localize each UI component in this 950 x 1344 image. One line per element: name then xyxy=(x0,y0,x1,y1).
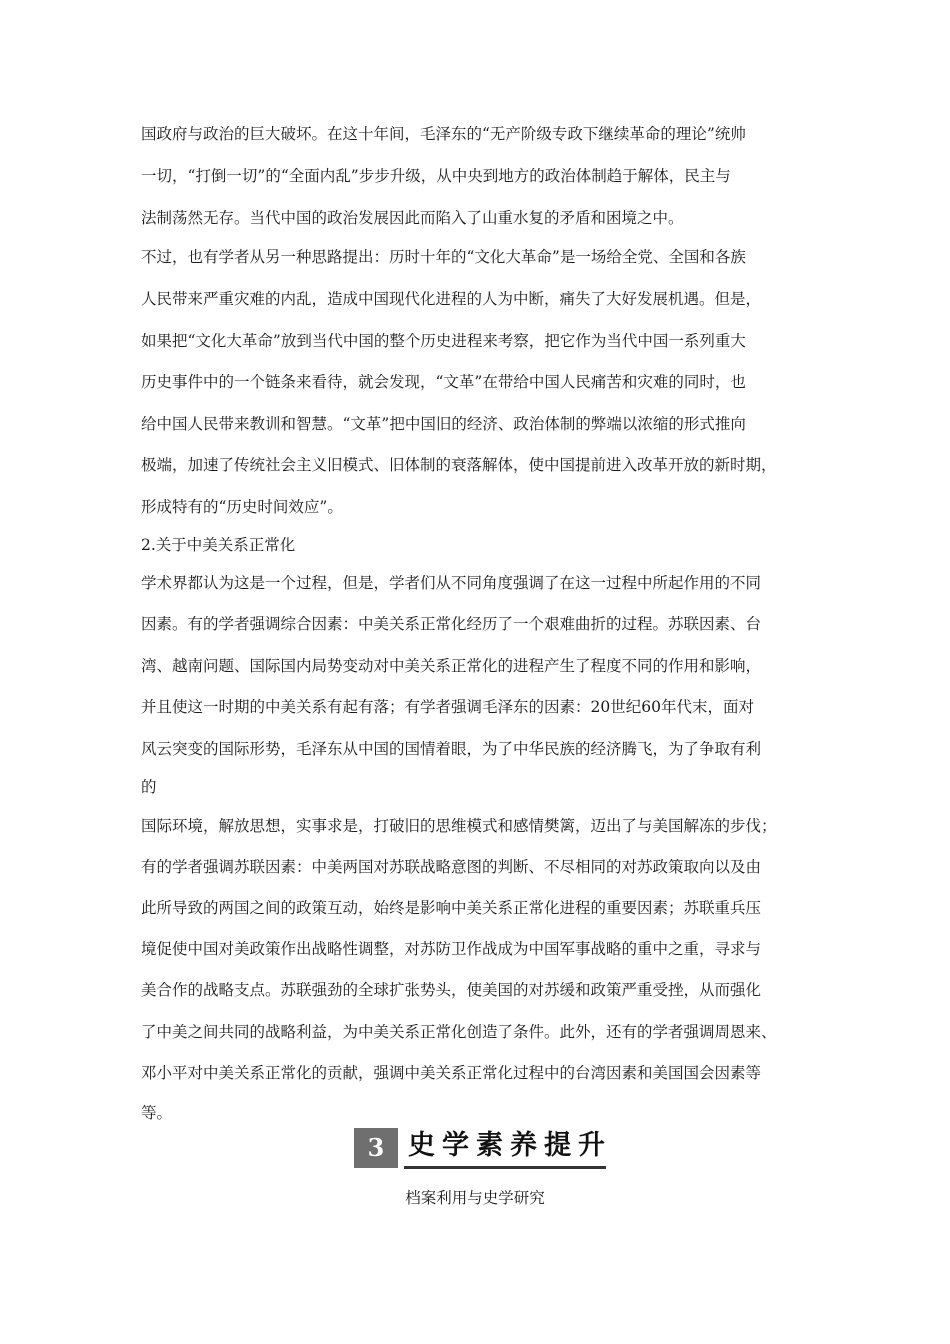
text-line: 2.关于中美关系正常化 xyxy=(141,536,296,554)
text-line: 此所导致的两国之间的政策互动，始终是影响中美关系正常化进程的重要因素；苏联重兵压 xyxy=(141,899,762,917)
text-line: 因素。有的学者强调综合因素：中美关系正常化经历了一个艰难曲折的过程。苏联因素、台 xyxy=(141,615,762,633)
text-line: 历史事件中的一个链条来看待，就会发现，“文革”在带给中国人民痛苦和灾难的同时，也 xyxy=(141,373,746,391)
text-line: 法制荡然无存。当代中国的政治发展因此而陷入了山重水复的矛盾和困境之中。 xyxy=(141,209,684,227)
text-line: 等。 xyxy=(141,1104,173,1122)
subsection-title: 档案利用与史学研究 xyxy=(405,1189,545,1207)
text-line: 邓小平对中美关系正常化的贡献，强调中美关系正常化过程中的台湾因素和美国国会因素等 xyxy=(141,1064,762,1082)
text-line: 境促使中国对美政策作出战略性调整，对苏防卫作战成为中国军事战略的重中之重，寻求与 xyxy=(141,940,762,958)
text-line: 国际环境，解放思想，实事求是，打破旧的思维模式和感情樊篱，迈出了与美国解冻的步伐； xyxy=(141,817,777,835)
text-line: 有的学者强调苏联因素：中美两国对苏联战略意图的判断、不尽相同的对苏政策取向以及由 xyxy=(141,858,762,876)
text-line: 人民带来严重灾难的内乱，造成中国现代化进程的人为中断，痛失了大好发展机遇。但是， xyxy=(141,290,762,308)
text-line: 给中国人民带来教训和智慧。“文革”把中国旧的经济、政治体制的弊端以浓缩的形式推向 xyxy=(141,415,746,433)
section-title: 史学素养提升 xyxy=(408,1130,612,1161)
text-line: 国政府与政治的巨大破坏。在这十年间，毛泽东的“无产阶级专政下继续革命的理论”统帅 xyxy=(141,125,746,143)
text-line: 了中美之间共同的战略利益，为中美关系正常化创造了条件。此外，还有的学者强调周恩来、 xyxy=(141,1023,777,1041)
text-line: 不过，也有学者从另一种思路提出：历时十年的“文化大革命”是一场给全党、全国和各族 xyxy=(141,248,746,266)
text-line: 美合作的战略支点。苏联强劲的全球扩张势头，使美国的对苏缓和政策严重受挫，从而强化 xyxy=(141,981,762,999)
text-line: 风云突变的国际形势，毛泽东从中国的国情着眼，为了中华民族的经济腾飞，为了争取有利 xyxy=(141,740,762,758)
text-line: 的 xyxy=(141,778,157,796)
section-title-underline xyxy=(404,1166,606,1169)
section-banner xyxy=(354,1128,612,1170)
text-line: 一切，“打倒一切”的“全面内乱”步步升级，从中央到地方的政治体制趋于解体，民主与 xyxy=(141,167,731,185)
text-line: 湾、越南问题、国际国内局势变动对中美关系正常化的进程产生了程度不同的作用和影响， xyxy=(141,657,762,675)
text-line: 极端，加速了传统社会主义旧模式、旧体制的衰落解体，使中国提前进入改革开放的新时期， xyxy=(141,456,777,474)
text-line: 学术界都认为这是一个过程，但是，学者们从不同角度强调了在这一过程中所起作用的不同 xyxy=(141,574,762,592)
text-line: 形成特有的“历史时间效应”。 xyxy=(141,498,343,516)
text-line: 并且使这一时期的中美关系有起有落；有学者强调毛泽东的因素：20世纪60年代末，面对 xyxy=(141,698,754,716)
section-number: 3 xyxy=(354,1128,398,1168)
text-line: 如果把“文化大革命”放到当代中国的整个历史进程来考察，把它作为当代中国一系列重大 xyxy=(141,332,746,350)
